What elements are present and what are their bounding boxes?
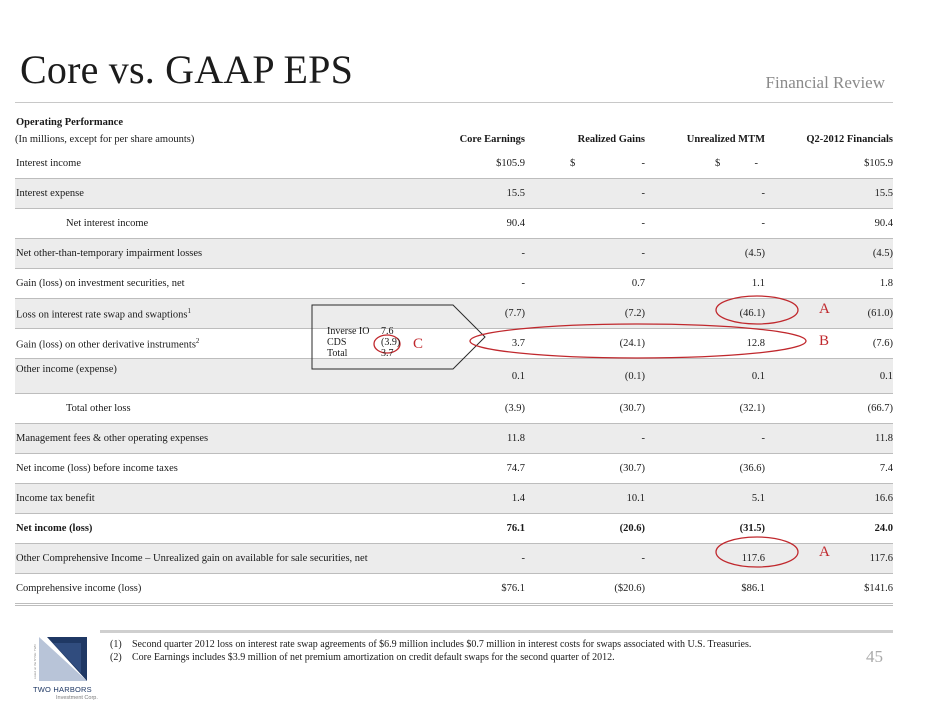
- callout-line: [327, 326, 400, 337]
- cell-core: 1.4: [425, 484, 525, 514]
- cell-unrealized: (46.1): [645, 299, 765, 329]
- cell-realized: -: [525, 544, 645, 574]
- cell-unrealized: 1.1: [645, 269, 765, 299]
- cell-unrealized: 5.1: [645, 484, 765, 514]
- row-label: Gain (loss) on investment securities, net: [15, 269, 425, 299]
- footnote-ref: 2: [195, 336, 200, 345]
- cell-core: (7.7): [425, 299, 525, 329]
- dollar-sign: $: [570, 158, 576, 169]
- cell-q2: 24.0: [765, 514, 893, 544]
- callout-value: 3.7: [381, 348, 394, 359]
- cell-core: -: [425, 544, 525, 574]
- row-label: Other income (expense): [15, 359, 425, 394]
- cell-unrealized: -: [645, 179, 765, 209]
- column-header-q2: Q2-2012 Financials: [806, 133, 893, 145]
- cell-realized: (0.1): [525, 359, 645, 394]
- cell-q2: 0.1: [765, 359, 893, 394]
- footnote-number: (2): [110, 652, 122, 663]
- footnote-number: (1): [110, 639, 122, 650]
- row-label: Other Comprehensive Income – Unrealized gain on available for sale securities, net: [15, 544, 425, 574]
- table-heading: Operating Performance: [16, 117, 124, 128]
- column-header-core: Core Earnings: [459, 133, 525, 145]
- footnote: [110, 651, 751, 664]
- row-label: Net income (loss) before income taxes: [15, 454, 425, 484]
- cell-realized: 10.1: [525, 484, 645, 514]
- footnotes: [110, 638, 751, 664]
- logo-subtitle: Investment Corp.: [56, 695, 98, 701]
- cell-q2: 15.5: [765, 179, 893, 209]
- section-label: Financial Review: [765, 73, 885, 92]
- dollar-sign: $: [715, 158, 721, 169]
- cell-q2: 117.6: [765, 544, 893, 574]
- cell-core: $105.9: [425, 149, 525, 179]
- annotation-letter-b: B: [819, 333, 830, 349]
- callout-key: Inverse IO: [327, 326, 370, 337]
- row-label: Net interest income: [15, 209, 425, 239]
- highlight-ellipse-swaps: [716, 296, 798, 324]
- logo-vertical-text: Listed on the NYSE: TWO: [33, 644, 37, 679]
- cell-q2: (61.0): [765, 299, 893, 329]
- cell-value: -: [754, 158, 758, 169]
- highlight-ellipse-derivatives: [470, 324, 806, 358]
- row-label: Net income (loss): [15, 514, 425, 544]
- cell-core: 0.1: [425, 359, 525, 394]
- cell-core: $76.1: [425, 574, 525, 605]
- cell-realized: (20.6): [525, 514, 645, 544]
- row-label-text: Loss on interest rate swap and swaptions: [16, 309, 188, 321]
- callout-value: 7.6: [381, 326, 394, 337]
- cell-core: 76.1: [425, 514, 525, 544]
- annotation-letter-a: A: [819, 301, 830, 317]
- highlight-ellipse-oci: [716, 537, 798, 567]
- cell-core: 90.4: [425, 209, 525, 239]
- row-label: Net other-than-temporary impairment losses: [15, 239, 425, 269]
- cell-core: 15.5: [425, 179, 525, 209]
- footnote-ref: 1: [187, 306, 191, 315]
- cell-core: (3.9): [425, 394, 525, 424]
- cell-unrealized: -: [645, 424, 765, 454]
- cell-realized: -: [525, 424, 645, 454]
- row-label: Interest income: [15, 149, 425, 179]
- footer-rule: [100, 630, 893, 633]
- cell-unrealized: -: [645, 209, 765, 239]
- page-title: Core vs. GAAP EPS: [20, 47, 354, 92]
- row-label: Comprehensive income (loss): [15, 574, 425, 605]
- cell-realized: (24.1): [525, 329, 645, 359]
- cell-core: -: [425, 239, 525, 269]
- cell-q2: 11.8: [765, 424, 893, 454]
- callout-breakdown: [327, 326, 400, 359]
- row-label: Interest expense: [15, 179, 425, 209]
- cell-core: 3.7: [425, 329, 525, 359]
- annotation-letter-a-oci: A: [819, 544, 830, 560]
- cell-q2: $105.9: [765, 149, 893, 179]
- logo-name: TWO HARBORS: [33, 685, 92, 694]
- cell-core: -: [425, 269, 525, 299]
- cell-q2: 1.8: [765, 269, 893, 299]
- callout-value: (3.9): [381, 337, 401, 348]
- cell-realized: -: [525, 209, 645, 239]
- callout-line: [327, 348, 400, 359]
- column-header-realized: Realized Gains: [577, 133, 645, 145]
- cell-realized: (30.7): [525, 454, 645, 484]
- cell-q2: (7.6): [765, 329, 893, 359]
- row-label-text: Gain (loss) on other derivative instruments: [16, 339, 196, 351]
- cell-unrealized: $86.1: [645, 574, 765, 605]
- cell-unrealized: (36.6): [645, 454, 765, 484]
- footnote-text: Second quarter 2012 loss on interest rate swap agreements of $6.9 million includes $0.7 million in interest costs for swaps associated with U.S. Treasuries.: [132, 639, 752, 650]
- cell-unrealized: (31.5): [645, 514, 765, 544]
- cell-realized: ($20.6): [525, 574, 645, 605]
- annotation-letter-c: C: [413, 336, 424, 352]
- cell-realized: (30.7): [525, 394, 645, 424]
- column-header-unrealized: Unrealized MTM: [686, 133, 765, 145]
- cell-core: 74.7: [425, 454, 525, 484]
- cell-value: -: [641, 158, 645, 169]
- cell-core: 11.8: [425, 424, 525, 454]
- callout-key: Total: [327, 348, 348, 359]
- cell-unrealized: (32.1): [645, 394, 765, 424]
- footnote-text: Core Earnings includes $3.9 million of net premium amortization on credit default swaps for the second quarter of 2012.: [132, 652, 615, 663]
- row-label: Total other loss: [15, 394, 425, 424]
- cell-q2: 90.4: [765, 209, 893, 239]
- callout-line: [327, 337, 400, 348]
- row-label: Management fees & other operating expenses: [15, 424, 425, 454]
- cell-unrealized: 12.8: [645, 329, 765, 359]
- cell-unrealized: 0.1: [645, 359, 765, 394]
- cell-unrealized: 117.6: [645, 544, 765, 574]
- cell-q2: (66.7): [765, 394, 893, 424]
- cell-q2: $141.6: [765, 574, 893, 605]
- cell-unrealized: (4.5): [645, 239, 765, 269]
- page-number: 45: [866, 647, 883, 666]
- cell-realized: (7.2): [525, 299, 645, 329]
- cell-realized: -: [525, 179, 645, 209]
- cell-realized: 0.7: [525, 269, 645, 299]
- cell-q2: 16.6: [765, 484, 893, 514]
- cell-q2: (4.5): [765, 239, 893, 269]
- footnote: [110, 638, 751, 651]
- callout-key: CDS: [327, 337, 347, 348]
- cell-q2: 7.4: [765, 454, 893, 484]
- table-subheading: (In millions, except for per share amounts): [15, 133, 195, 145]
- cell-realized: -: [525, 239, 645, 269]
- row-label: Income tax benefit: [15, 484, 425, 514]
